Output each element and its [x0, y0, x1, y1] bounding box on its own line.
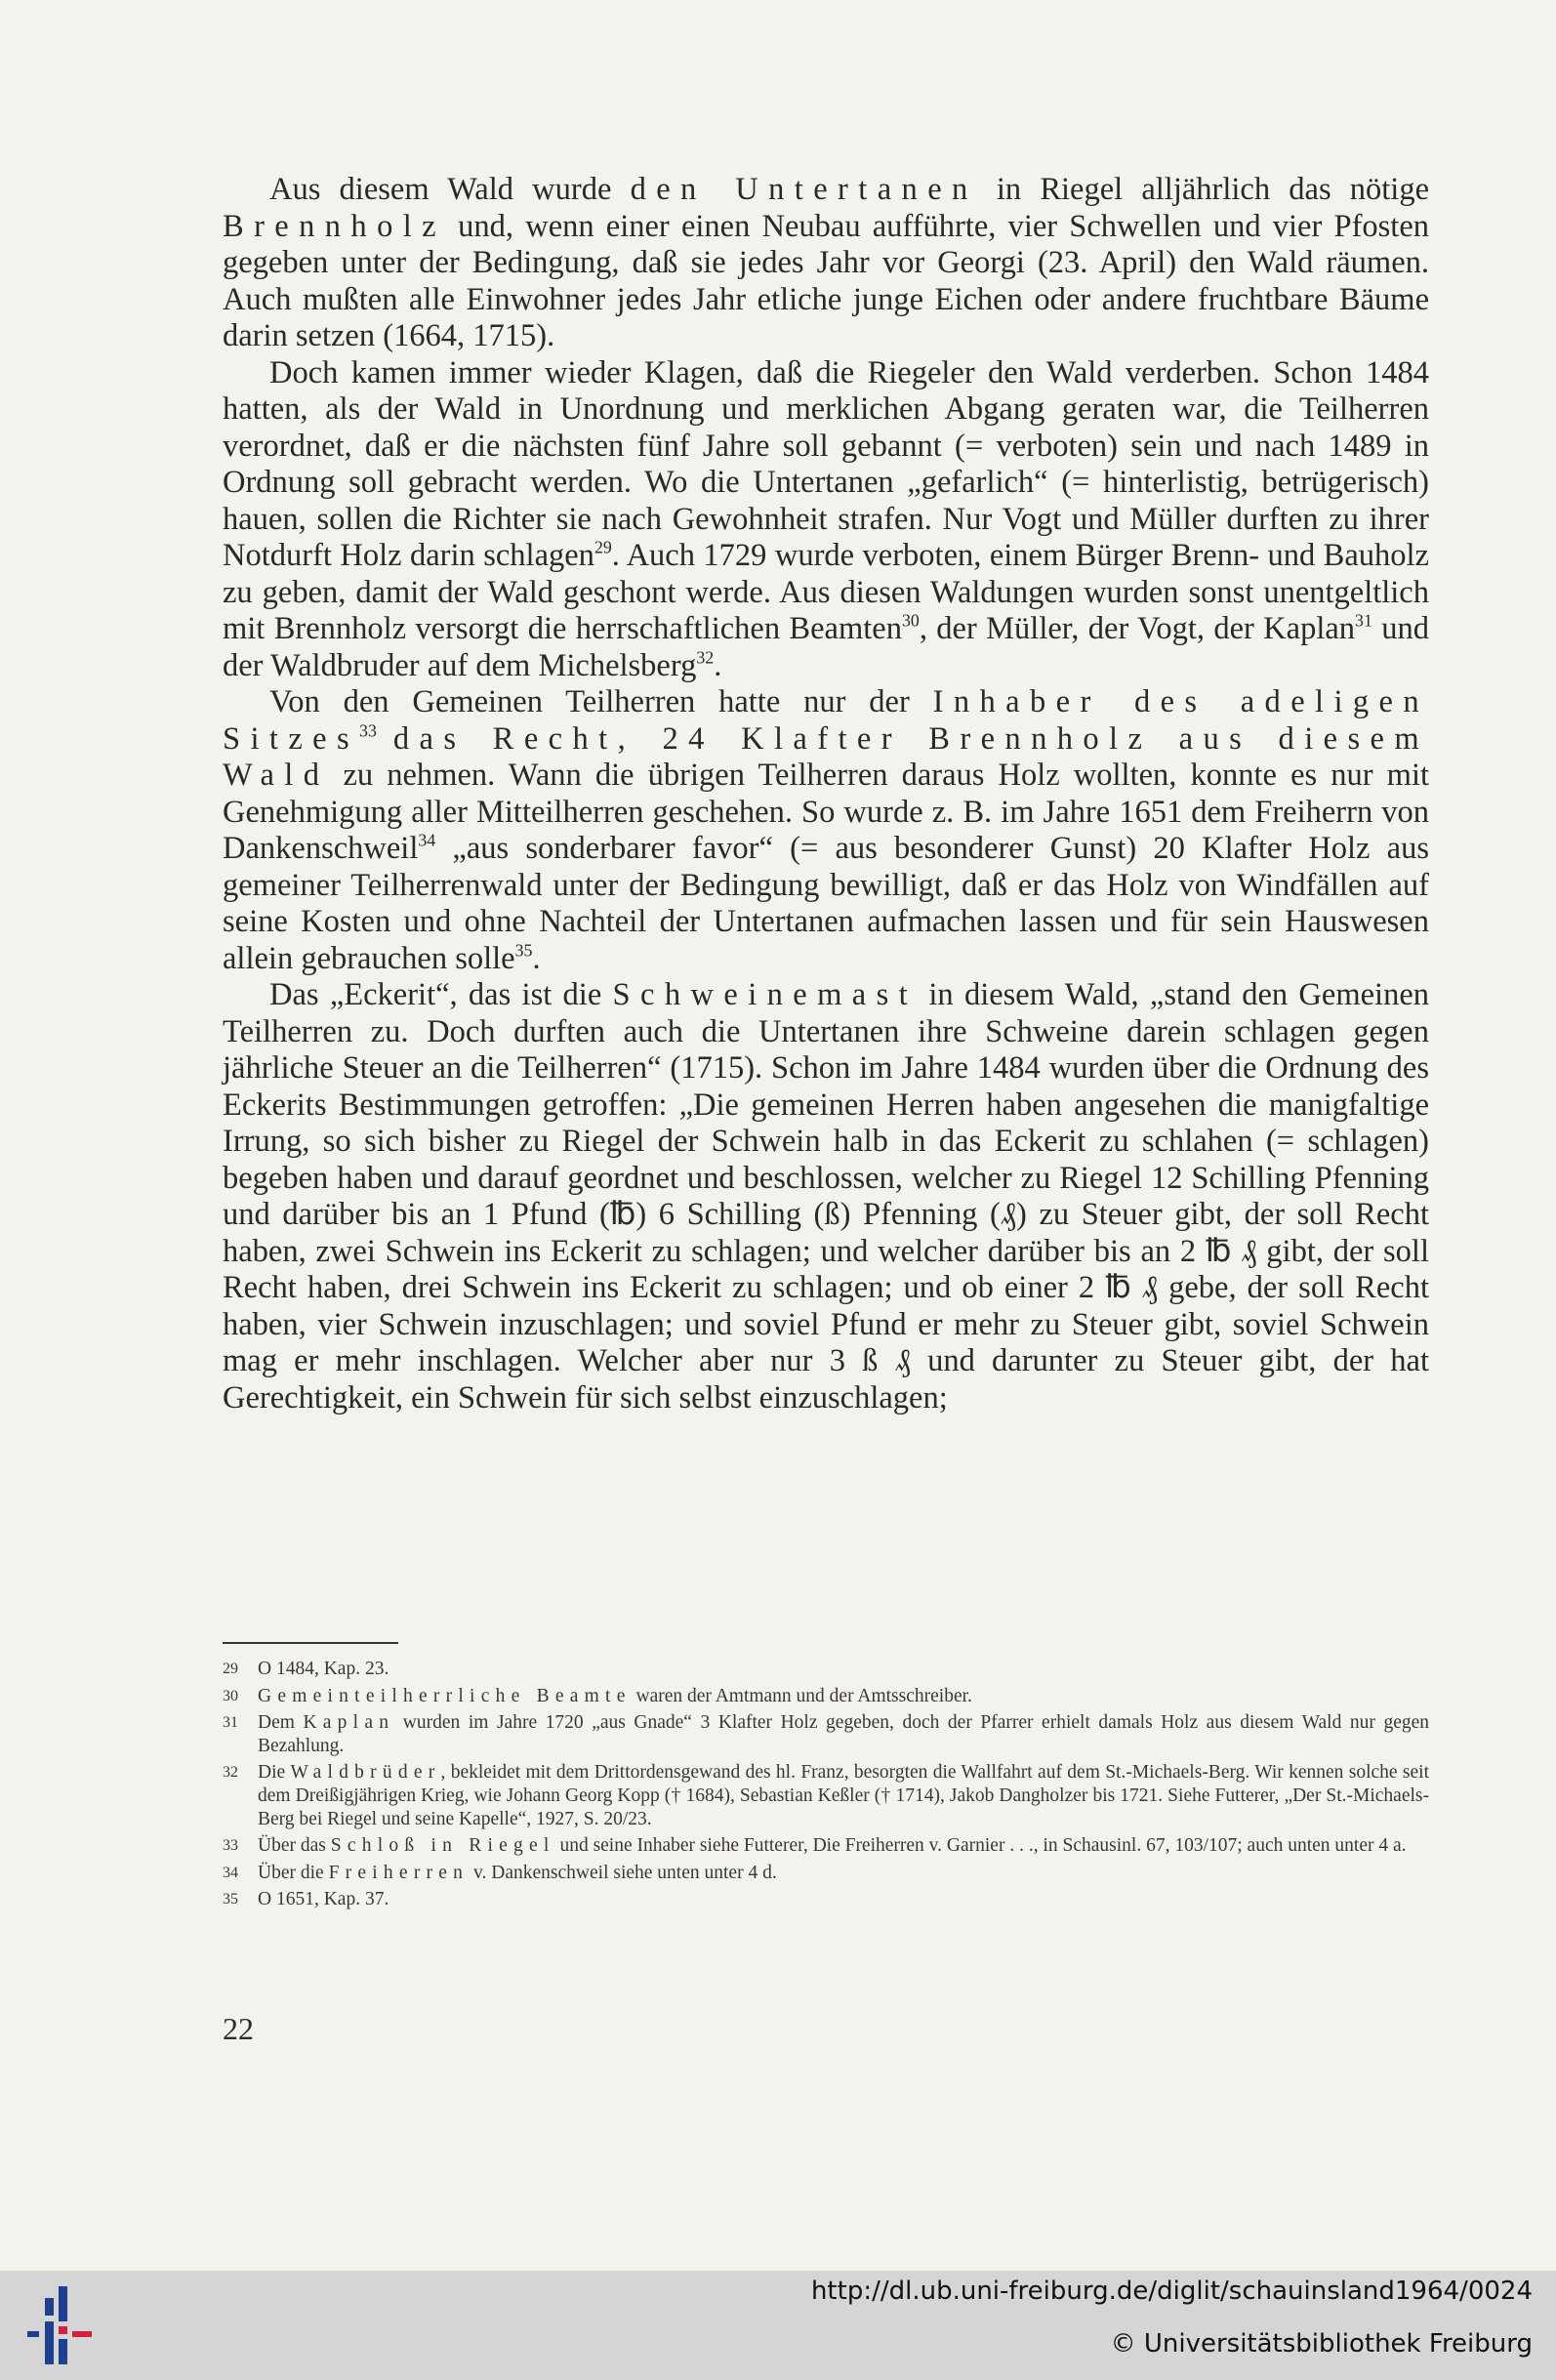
footnote	[223, 1834, 1429, 1858]
footnote-text: Über das	[258, 1835, 331, 1857]
text-run: und, wenn einer einen Neubau aufführte, vier Schwellen und vier Pfosten gegeben unter der Bedingung, daß sie jedes Jahr vor Georgi (23. April) den Wald räumen. Auch mußten alle Einwohner jedes Jahr etliche junge Eichen oder andere fruchtbare Bäume darin setzen (1664, 1715).	[223, 208, 1429, 353]
spaced-text: Gemeinteilherrliche Beamte	[258, 1685, 632, 1706]
paragraph-4	[223, 977, 1429, 1416]
paragraph-1	[223, 172, 1429, 355]
footnote-number: 34	[223, 1864, 238, 1881]
text-run: .	[532, 940, 541, 976]
text-run: Doch kamen immer wieder Klagen, daß die Riegeler den Wald verderben. Schon 1484 hatten, als der Wald in Unordnung und merklichen Abgang geraten war, die Teilherren verordnet, daß er die nächsten fünf Jahre soll gebannt (= verboten) sein und nach 1489 in Ordnung soll gebracht werden. Wo die Untertanen „gefarlich“ (= hinterlistig, betrügerisch) hauen, sollen die Richter sie nach Gewohnheit strafen. Nur Vogt und Müller durften zu ihrer Notdurft Holz darin schlagen	[223, 354, 1429, 573]
spaced-text: Freiherren	[328, 1862, 470, 1883]
spaced-text: Schloß in Riegel	[330, 1835, 555, 1857]
footnote-text: O 1651, Kap. 37.	[258, 1889, 389, 1910]
spaced-text: den Untertanen	[630, 172, 978, 207]
text-run: in diesem Wald, „stand den Gemeinen Teilherren zu. Doch durften auch die Untertanen ihre Schweine darein schlagen gegen jährliche Steuer an die Teilherren“ (1715). Schon im Jahre 1484 wurden über die Ordnung des Eckerits Bestimmungen getroffen: „Die gemeinen Herren haben angesehen die manigfaltige Irrung, so sich bisher zu Riegel der Schwein halb in das Eckerit zu schlahen (= schlagen) begeben haben und darauf geordnet und beschlossen, welcher zu Riegel 12 Schilling Pfenning und darüber bis an 1 Pfund (℔) 6 Schilling (ß) Pfenning (₰) zu Steuer gibt, der soll Recht haben, zwei Schwein ins Eckerit zu schlagen; und welcher darüber bis an 2 ℔ ₰ gibt, der soll Recht haben, drei Schwein ins Eckerit zu schlagen; und ob einer 2 ℔ ₰ gebe, der soll Recht haben, vier Schwein inzuschlagen; und soviel Pfund er mehr zu Steuer gibt, soviel Schwein mag er mehr inschlagen. Welcher aber nur 3 ß ₰ und darunter zu Steuer gibt, der hat Gerechtigkeit, ein Schwein für sich selbst einzuschlagen;	[223, 977, 1429, 1416]
text-run	[377, 721, 393, 757]
footnote-text: Die	[258, 1762, 291, 1784]
footnote-text: Dem	[258, 1712, 304, 1734]
footnote-text: v. Dankenschweil siehe unten unter 4 d.	[469, 1862, 777, 1883]
spaced-text: Brennholz	[223, 208, 446, 244]
footnote-ref: 29	[594, 537, 612, 557]
footnote-ref: 30	[901, 610, 920, 631]
footnote-number: 32	[223, 1764, 238, 1782]
text-run: .	[714, 647, 722, 683]
spaced-text: Kaplan	[303, 1712, 395, 1734]
footnote-divider	[223, 1642, 398, 1644]
footnote-text: und seine Inhaber siehe Futterer, Die Freiherren v. Garnier . . ., in Schausinl. 67, 103/107; auch unten unter 4 a.	[554, 1835, 1407, 1857]
footnote-ref: 35	[514, 940, 533, 960]
spaced-text: Waldbrüder	[290, 1762, 441, 1784]
text-run: zu nehmen. Wann die übrigen Teilherren daraus Holz wollten, konnte es nur mit Genehmigung aller Mitteilherren geschehen. So wurde z. B. im Jahre 1651 dem Freiherrn von Dankenschweil	[223, 758, 1429, 866]
footnote-ref: 34	[418, 830, 436, 850]
footnote-number: 35	[223, 1891, 238, 1908]
footnote-ref: 32	[696, 647, 715, 667]
main-text	[223, 172, 1429, 1416]
footnote-ref: 33	[359, 720, 377, 740]
footnote-number: 30	[223, 1687, 238, 1704]
text-run: in Riegel alljährlich das nötige	[977, 172, 1430, 207]
spaced-text: Schweinemast	[612, 977, 919, 1012]
text-run: und der Waldbruder auf dem Michelsberg	[223, 611, 1429, 683]
footnote-text: O 1484, Kap. 23.	[258, 1659, 389, 1679]
text-run: Von den Gemeinen Teilherren hatte nur der	[269, 684, 933, 719]
footnote-text: waren der Amtmann und der Amtsschreiber.	[631, 1685, 972, 1706]
footnote	[223, 1888, 1429, 1911]
footnote	[223, 1711, 1429, 1757]
footnote-ref: 31	[1355, 610, 1372, 631]
text-run: Das „Eckerit“, das ist die	[269, 977, 613, 1012]
paragraph-3	[223, 684, 1429, 977]
text-run: „aus sonderbarer favor“ (= aus besonderer Gunst) 20 Klafter Holz aus gemeiner Teilherrenwald unter der Bedingung bewilligt, daß er das Holz von Windfällen auf seine Kosten und ohne Nachteil der Untertanen aufmachen lassen und für sein Hauswesen allein gebrauchen solle	[223, 831, 1429, 976]
text-run: , der Müller, der Vogt, der Kaplan	[919, 611, 1356, 646]
footnote-number: 29	[223, 1661, 238, 1677]
footnote	[223, 1862, 1429, 1885]
copyright-notice: © Universitätsbibliothek Freiburg	[1110, 2329, 1533, 2359]
ub-freiburg-logo-icon	[21, 2284, 98, 2366]
footnote-number: 31	[223, 1714, 238, 1732]
paragraph-2	[223, 355, 1429, 685]
footer-bar	[0, 2271, 1556, 2380]
spaced-text: Inhaber des adeligen Sitzes	[223, 684, 1430, 757]
footnote-text: wurden im Jahre 1720 „aus Gnade“ 3 Klafter Holz gegeben, doch der Pfarrer erhielt damals Holz aus diesem Wald nur gegen Bezahlung.	[258, 1712, 1430, 1756]
spaced-text: das Recht, 24 Klafter Brennholz aus diesem Wald	[223, 720, 1429, 793]
footnote-text: , bekleidet mit dem Drittordensgewand des hl. Franz, besorgten die Wallfahrt auf dem St.-Michaels-Berg. Wir kennen solche seit dem Dreißigjährigen Krieg, wie Johann Georg Kopp († 1684), Sebastian Keßler († 1714), Jakob Dangholzer bis 1721. Siehe Futterer, „Der St.-Michaels-Berg bei Riegel und seine Kapelle“, 1927, S. 20/23.	[258, 1762, 1430, 1829]
page-number: 22	[223, 2011, 254, 2046]
footnote	[223, 1685, 1429, 1708]
source-url[interactable]: http://dl.ub.uni-freiburg.de/diglit/schauinsland1964/0024	[810, 2277, 1533, 2306]
footnote-text: Über die	[258, 1862, 329, 1883]
text-run: . Auch 1729 wurde verboten, einem Bürger Brenn- und Bauholz zu geben, damit der Wald geschont werde. Aus diesen Waldungen wurden sonst unentgeltlich mit Brennholz versorgt die herrschaftlichen Beamten	[223, 538, 1429, 646]
footnotes	[223, 1658, 1429, 1915]
footnote	[223, 1658, 1429, 1681]
text-run: Aus diesem Wald wurde	[269, 172, 631, 207]
footnote	[223, 1761, 1429, 1830]
footnote-number: 33	[223, 1837, 238, 1855]
